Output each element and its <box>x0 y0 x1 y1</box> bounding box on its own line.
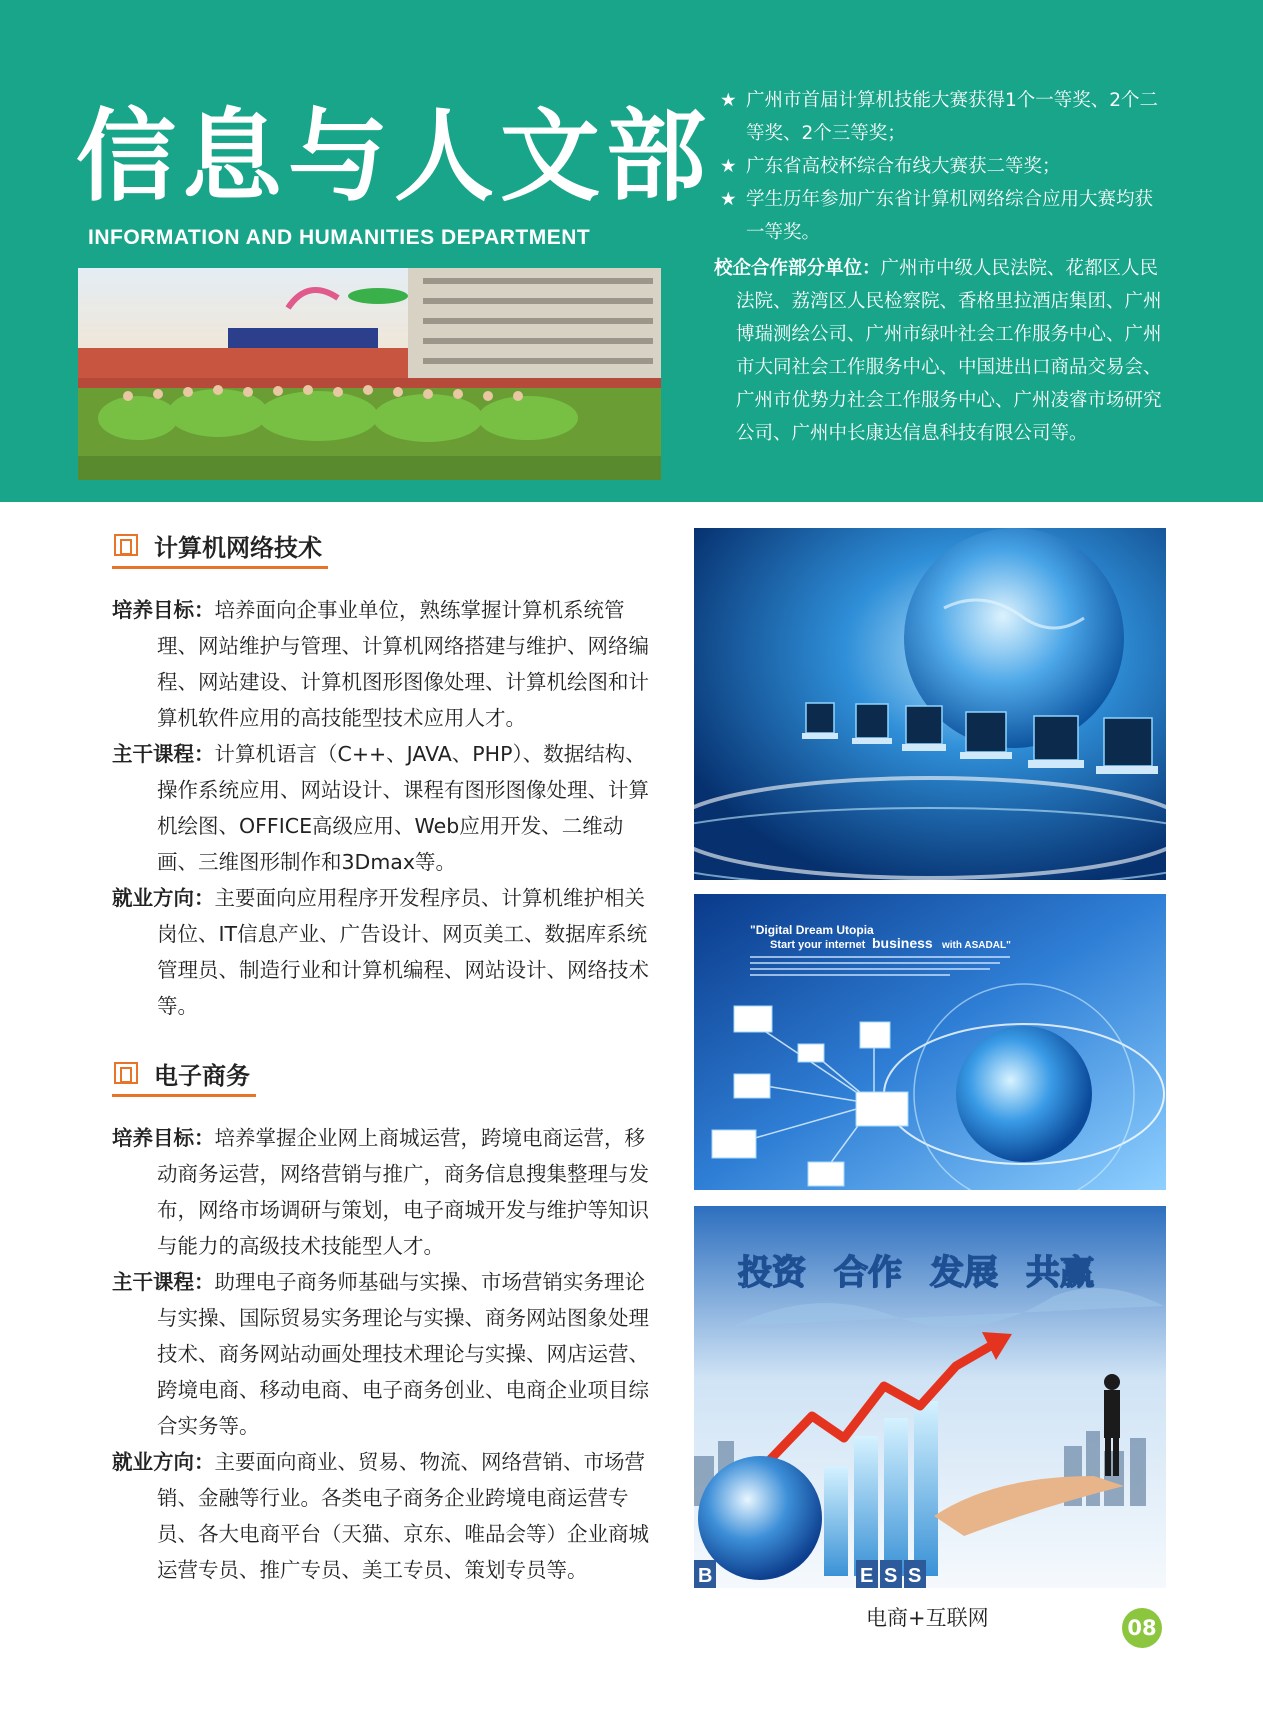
img2-tagline-3: business <box>872 935 933 951</box>
network-career-paragraph: 就业方向：主要面向应用程序开发程序员、计算机维护相关岗位、IT信息产业、广告设计、网页美工、数据库系统管理员、制造行业和计算机编程、网站设计、网络技术等。 <box>112 886 649 1018</box>
ecommerce-courses-paragraph: 主干课程：助理电子商务师基础与实操、市场营销实务理论与实操、国际贸易实务理论与实操、商务网站图象处理技术、商务网站动画处理技术理论与实操、网店运营、跨境电商、移动电商、电子商务创业、电商企业项目综合实务等。 <box>112 1270 649 1438</box>
img3-letter: S <box>908 1565 922 1587</box>
section-underline <box>112 566 328 569</box>
img2-tagline-1: "Digital Dream Utopia <box>750 923 874 937</box>
award-item: ★ 学生历年参加广东省计算机网络综合应用大赛均获一等奖。 <box>720 183 1170 249</box>
slogan-word: 发展 <box>930 1253 998 1293</box>
section-title: 电子商务 <box>154 1062 250 1090</box>
slogan-word: 共赢 <box>1026 1253 1094 1293</box>
network-courses-paragraph: 主干课程：计算机语言（C++、JAVA、PHP）、数据结构、操作系统应用、网站设计、课程有图形图像处理、计算机绘图、OFFICE高级应用、Web应用开发、二维动画、三维图形制作和3Dmax等。 <box>112 742 649 874</box>
book-icon <box>114 1062 138 1084</box>
slogan-word: 投资 <box>738 1253 806 1293</box>
partners-paragraph <box>714 252 1170 450</box>
ecommerce-career-paragraph: 就业方向：主要面向商业、贸易、物流、网络营销、市场营销、金融等行业。各类电子商务企业跨境电商运营专员、各大电商平台（天猫、京东、唯品会等）企业商城运营专员、推广专员、美工专员、策划专员等。 <box>112 1450 649 1582</box>
img3-letter: S <box>884 1565 898 1587</box>
award-item: ★ 广东省高校杯综合布线大赛获二等奖； <box>720 150 1170 183</box>
img3-letter: B <box>698 1565 713 1587</box>
section-title: 计算机网络技术 <box>154 534 322 562</box>
section-heading-ecommerce <box>112 1050 262 1094</box>
group-photo-image <box>78 268 661 480</box>
section-underline <box>112 1094 256 1097</box>
department-subtitle: INFORMATION AND HUMANITIES DEPARTMENT <box>88 226 591 249</box>
partners-text: 广州市中级人民法院、花都区人民法院、荔湾区人民检察院、香格里拉酒店集团、广州博瑞测绘公司、广州市绿叶社会工作服务中心、广州市大同社会工作服务中心、中国进出口商品交易会、广州市优势力社会工作服务中心、广州凌睿市场研究公司、广州中长康达信息科技有限公司等。 <box>736 258 1162 444</box>
investment-growth-image <box>694 1206 1166 1588</box>
slogan-word: 合作 <box>834 1253 902 1293</box>
star-icon: ★ <box>720 90 737 111</box>
digital-network-globe-image <box>694 894 1166 1190</box>
book-icon <box>114 534 138 556</box>
star-icon: ★ <box>720 189 737 210</box>
img3-letter: E <box>860 1565 874 1587</box>
partners-label: 校企合作部分单位： <box>714 258 881 279</box>
awards-list <box>720 84 1170 249</box>
header-band <box>0 0 1263 502</box>
globe-laptops-image <box>694 528 1166 880</box>
star-icon: ★ <box>720 156 737 177</box>
department-title: 信息与人文部 <box>76 98 712 215</box>
network-goal-paragraph: 培养目标：培养面向企事业单位，熟练掌握计算机系统管理、网站维护与管理、计算机网络搭建与维护、网络编程、网站建设、计算机图形图像处理、计算机绘图和计算机软件应用的高技能型技术应用人才。 <box>112 598 649 730</box>
img2-tagline-2: Start your internet <box>770 939 866 951</box>
image-caption: 电商+互联网 <box>866 1606 989 1630</box>
section-heading-network <box>112 522 332 566</box>
ecommerce-goal-paragraph: 培养目标：培养掌握企业网上商城运营，跨境电商运营，移动商务运营，网络营销与推广，商务信息搜集整理与发布，网络市场调研与策划，电子商城开发与维护等知识与能力的高级技术技能型人才。 <box>112 1126 649 1258</box>
page-number-badge: 08 <box>1122 1608 1162 1648</box>
img2-tagline-4: with ASADAL" <box>942 940 1011 951</box>
award-item: ★ 广州市首届计算机技能大赛获得1个一等奖、2个二等奖、2个三等奖； <box>720 84 1170 150</box>
